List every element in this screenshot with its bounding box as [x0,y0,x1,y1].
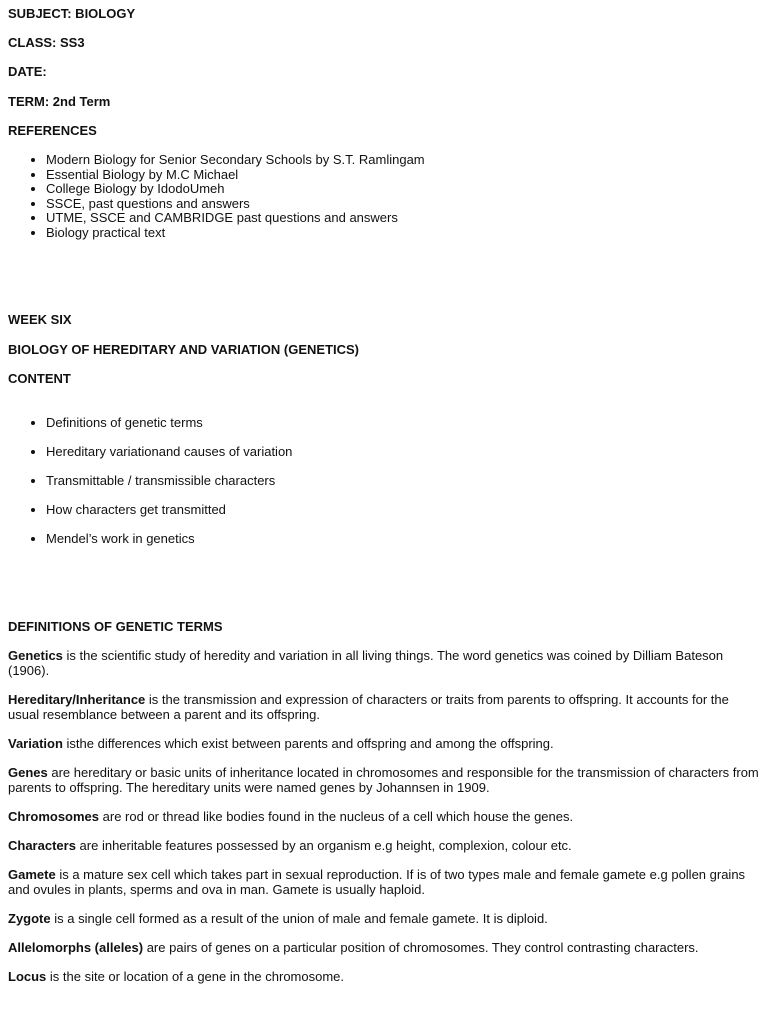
definition-term: Zygote [8,910,51,926]
week-heading: WEEK SIX [8,312,72,328]
definition-paragraph [8,941,760,956]
list-item: • SSCE, past questions and answers [46,197,760,212]
definition-text: is a single cell formed as a result of the union of male and female gamete. It is diploid. [50,910,548,926]
definition-paragraph [8,970,760,985]
list-item: • UTME, SSCE and CAMBRIDGE past questions and answers [46,211,760,226]
content-heading: CONTENT [8,370,71,386]
definition-text: is the transmission and expression of characters or traits from parents to offspring. It accounts for the usual resemblance between a parent and its offspring. [8,691,729,722]
list-item: • Mendel’s work in genetics [46,532,760,547]
topic-heading: BIOLOGY OF HEREDITARY AND VARIATION (GENETICS) [8,341,360,357]
references-heading: REFERENCES [8,122,97,138]
definition-term: Allelomorphs (alleles) [8,940,144,956]
definition-text: are pairs of genes on a particular position of chromosomes. They control contrasting characters. [143,940,699,956]
definition-term: Variation [8,735,63,751]
references-list [8,153,760,241]
definition-text: isthe differences which exist between parents and offspring and among the offspring. [62,735,554,751]
definition-paragraph [8,649,760,678]
date-heading: DATE: [8,64,47,80]
definition-text: are hereditary or basic units of inheritance located in chromosomes and responsible for the transmission of characters from parents to offspring. The hereditary units were named genes by Johannsen in 1909. [8,764,759,795]
spacer [8,255,760,313]
list-item: • College Biology by IdodoUmeh [46,182,760,197]
definitions-heading: DEFINITIONS OF GENETIC TERMS [8,618,223,634]
definition-text: are rod or thread like bodies found in the nucleus of a cell which house the genes. [99,808,574,824]
definition-term: Locus [8,969,47,985]
list-item: • Essential Biology by M.C Michael [46,168,760,183]
definition-text: is a mature sex cell which takes part in sexual reproduction. If is of two types male and female gamete e.g pollen grains and ovules in plants, sperms and ova in man. Gamete is usually haploid. [8,867,746,897]
list-item: • Biology practical text [46,226,760,241]
definition-paragraph [8,766,760,795]
term-heading: TERM: 2nd Term [8,93,111,109]
content-list [8,416,760,547]
definition-text: are inheritable features possessed by an organism e.g height, complexion, colour etc. [75,837,572,853]
definition-paragraph [8,693,760,722]
definition-text: is the site or location of a gene in the chromosome. [46,969,345,985]
list-item: • How characters get transmitted [46,503,760,518]
definition-paragraph [8,810,760,825]
definition-term: Characters [8,837,76,853]
class-heading: CLASS: SS3 [8,35,85,51]
definition-term: Gamete [8,867,56,883]
list-item: • Hereditary variationand causes of variation [46,445,760,460]
definition-term: Chromosomes [8,808,100,824]
definition-term: Genes [8,764,48,780]
definition-term: Hereditary/Inheritance [8,691,146,707]
list-item: • Modern Biology for Senior Secondary Schools by S.T. Ramlingam [46,153,760,168]
definition-text: is the scientific study of heredity and variation in all living things. The word genetics was coined by Dilliam Bateson (1906). [8,648,724,678]
spacer [8,562,760,620]
definition-paragraph [8,912,760,927]
list-item: • Definitions of genetic terms [46,416,760,431]
spacer [8,401,760,416]
subject-heading: SUBJECT: BIOLOGY [8,6,136,21]
definition-paragraph [8,868,760,897]
definition-term: Genetics [8,648,63,664]
definition-paragraph [8,839,760,854]
definition-paragraph [8,737,760,752]
list-item: • Transmittable / transmissible characters [46,474,760,489]
